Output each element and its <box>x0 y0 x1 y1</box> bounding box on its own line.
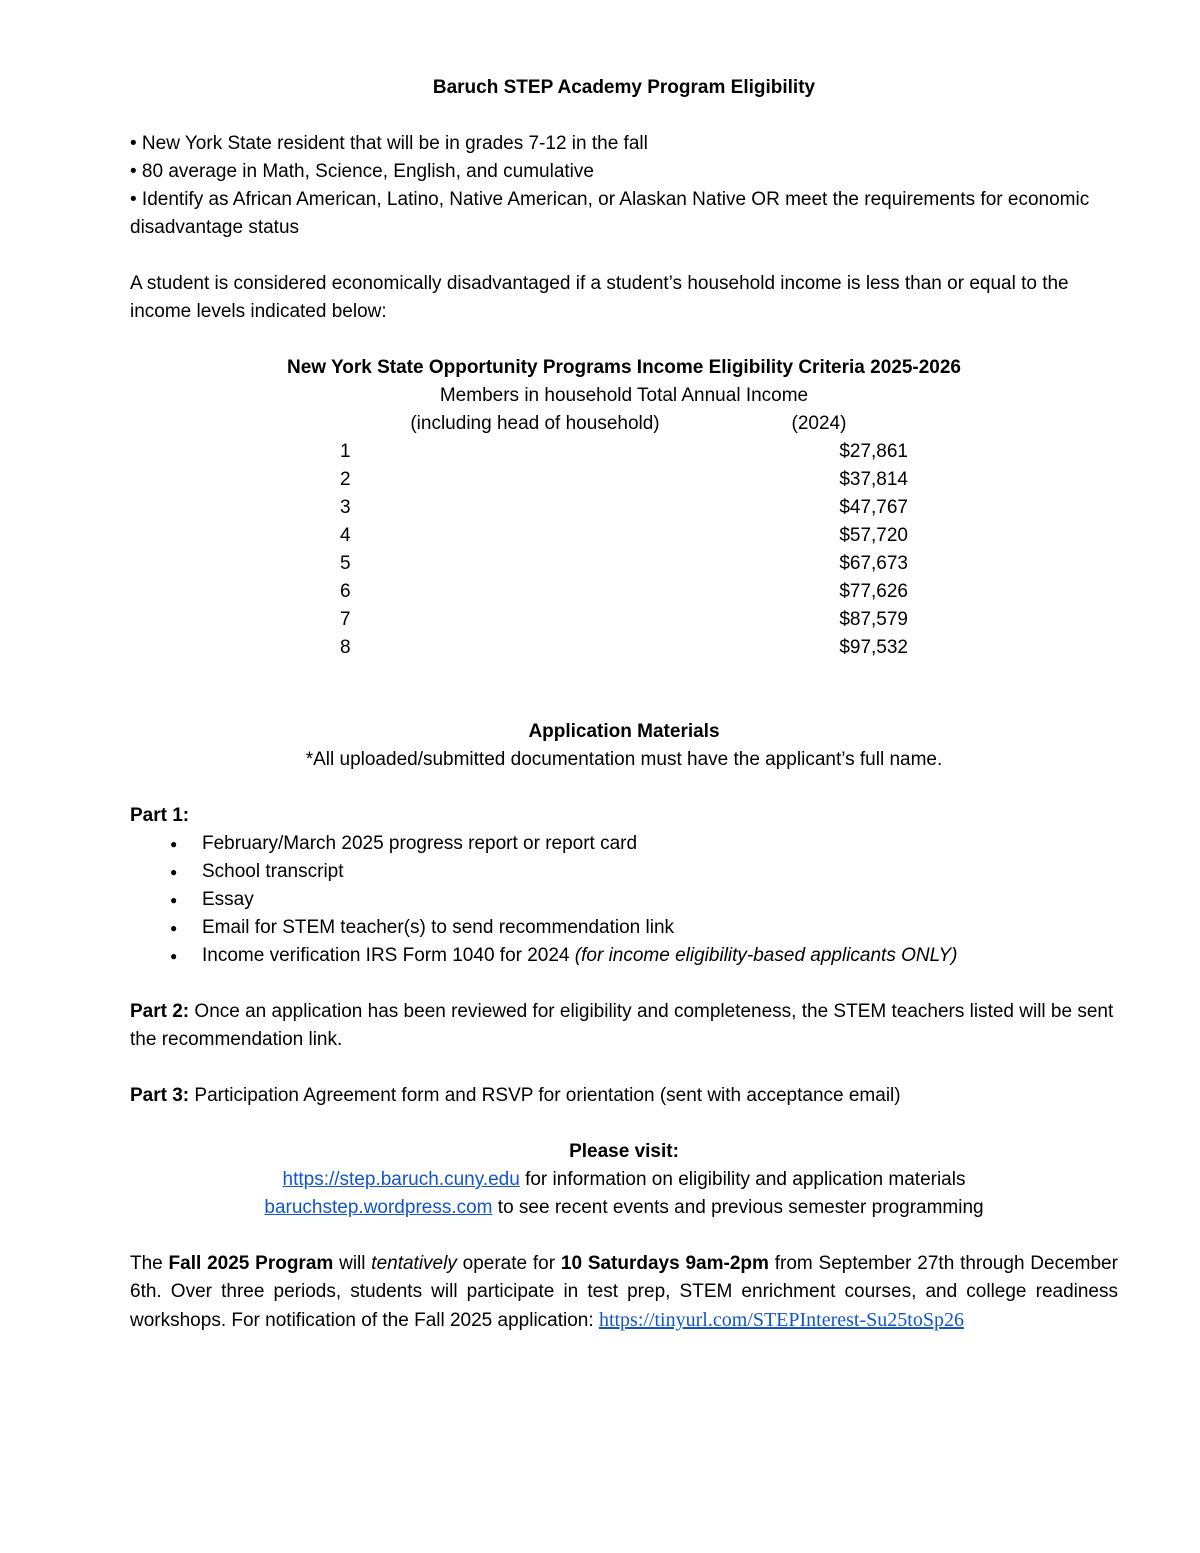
visit-line-2 <box>130 1194 1118 1222</box>
page-title: Baruch STEP Academy Program Eligibility <box>432 77 816 98</box>
part1-list <box>130 830 1118 970</box>
eligibility-bullet: • Identify as African American, Latino, Native American, or Alaskan Native OR meet the requirements for economic disadvantage status <box>130 189 1090 238</box>
wordpress-link[interactable]: baruchstep.wordpress.com <box>264 1197 493 1218</box>
eligibility-bullet: • New York State resident that will be in grades 7-12 in the fall <box>130 133 648 154</box>
step-baruch-link[interactable]: https://step.baruch.cuny.edu <box>282 1169 520 1190</box>
list-item <box>170 830 1118 858</box>
part2-paragraph <box>130 998 1118 1054</box>
list-item <box>170 886 1118 914</box>
income-row <box>130 550 1118 578</box>
footer-text: The <box>130 1253 169 1274</box>
income-limit: $37,814 <box>839 469 908 490</box>
part3-label: Part 3: <box>130 1085 190 1106</box>
income-limit: $47,767 <box>839 497 908 518</box>
footer-text: will <box>333 1253 372 1274</box>
income-limit: $77,626 <box>839 581 908 602</box>
household-members: 5 <box>340 553 351 574</box>
income-row <box>130 606 1118 634</box>
application-materials-note: *All uploaded/submitted documentation must have the applicant’s full name. <box>305 749 943 770</box>
visit-line-1-text: for information on eligibility and application materials <box>519 1169 966 1190</box>
members-column-header: (including head of household) <box>410 413 660 434</box>
income-row <box>130 438 1118 466</box>
part1-label: Part 1: <box>130 805 190 826</box>
income-limit: $87,579 <box>839 609 908 630</box>
household-members: 1 <box>340 441 351 462</box>
income-table-subtitle: Members in household Total Annual Income <box>439 385 809 406</box>
household-members: 8 <box>340 637 351 658</box>
eligibility-bullet: • 80 average in Math, Science, English, and cumulative <box>130 161 594 182</box>
income-row <box>130 466 1118 494</box>
footer-bold-program: Fall 2025 Program <box>168 1253 334 1274</box>
income-limit: $57,720 <box>839 525 908 546</box>
part3-text: Participation Agreement form and RSVP for orientation (sent with acceptance email) <box>189 1085 901 1106</box>
application-materials-title: Application Materials <box>528 721 720 742</box>
income-table-title: New York State Opportunity Programs Income Eligibility Criteria 2025-2026 <box>286 357 961 378</box>
eligibility-list <box>130 130 1118 242</box>
footer-text: from September 27th through December 6th. Over three periods, students will participate in test prep, STEM enrichment courses, and college readiness workshops. For notification of the Fall 2025 application: <box>130 1253 1118 1331</box>
list-item-text: Email for STEM teacher(s) to send recommendation link <box>202 917 675 938</box>
list-item <box>170 914 1118 942</box>
part2-label: Part 2: <box>130 1001 190 1022</box>
household-members: 4 <box>340 525 351 546</box>
income-limit: $67,673 <box>839 553 908 574</box>
list-item-text: School transcript <box>202 861 344 882</box>
visit-line-1 <box>130 1166 1118 1194</box>
income-limit: $97,532 <box>839 637 908 658</box>
income-row <box>130 522 1118 550</box>
income-row <box>130 494 1118 522</box>
please-visit-title: Please visit: <box>569 1141 679 1162</box>
list-item <box>170 942 1118 970</box>
tinyurl-interest-link[interactable]: https://tinyurl.com/STEPInterest-Su25toSp26 <box>598 1309 964 1331</box>
part3-paragraph <box>130 1082 1118 1110</box>
income-intro-paragraph: A student is considered economically disadvantaged if a student’s household income is less than or equal to the income levels indicated below: <box>130 273 1069 322</box>
footer-text: operate for <box>456 1253 561 1274</box>
visit-line-2-text: to see recent events and previous semester programming <box>492 1197 984 1218</box>
list-item-text: Essay <box>202 889 254 910</box>
income-row <box>130 578 1118 606</box>
fall-program-paragraph <box>130 1250 1118 1335</box>
year-column-header: (2024) <box>791 413 847 434</box>
list-item-text: February/March 2025 progress report or report card <box>202 833 638 854</box>
list-item-italic: (for income eligibility-based applicants ONLY) <box>574 945 958 966</box>
income-table <box>130 354 1118 662</box>
list-item <box>170 858 1118 886</box>
household-members: 2 <box>340 469 351 490</box>
footer-bold-schedule: 10 Saturdays 9am-2pm <box>560 1253 769 1274</box>
list-item-text: Income verification IRS Form 1040 for 2024 <box>202 945 575 966</box>
household-members: 7 <box>340 609 351 630</box>
application-materials-section <box>130 718 1118 774</box>
footer-italic: tentatively <box>371 1253 457 1274</box>
income-row <box>130 634 1118 662</box>
income-table-header-row <box>130 410 1118 438</box>
household-members: 3 <box>340 497 351 518</box>
income-limit: $27,861 <box>839 441 908 462</box>
part2-text: Once an application has been reviewed for eligibility and completeness, the STEM teachers listed will be sent the recommendation link. <box>130 1001 1114 1050</box>
household-members: 6 <box>340 581 351 602</box>
